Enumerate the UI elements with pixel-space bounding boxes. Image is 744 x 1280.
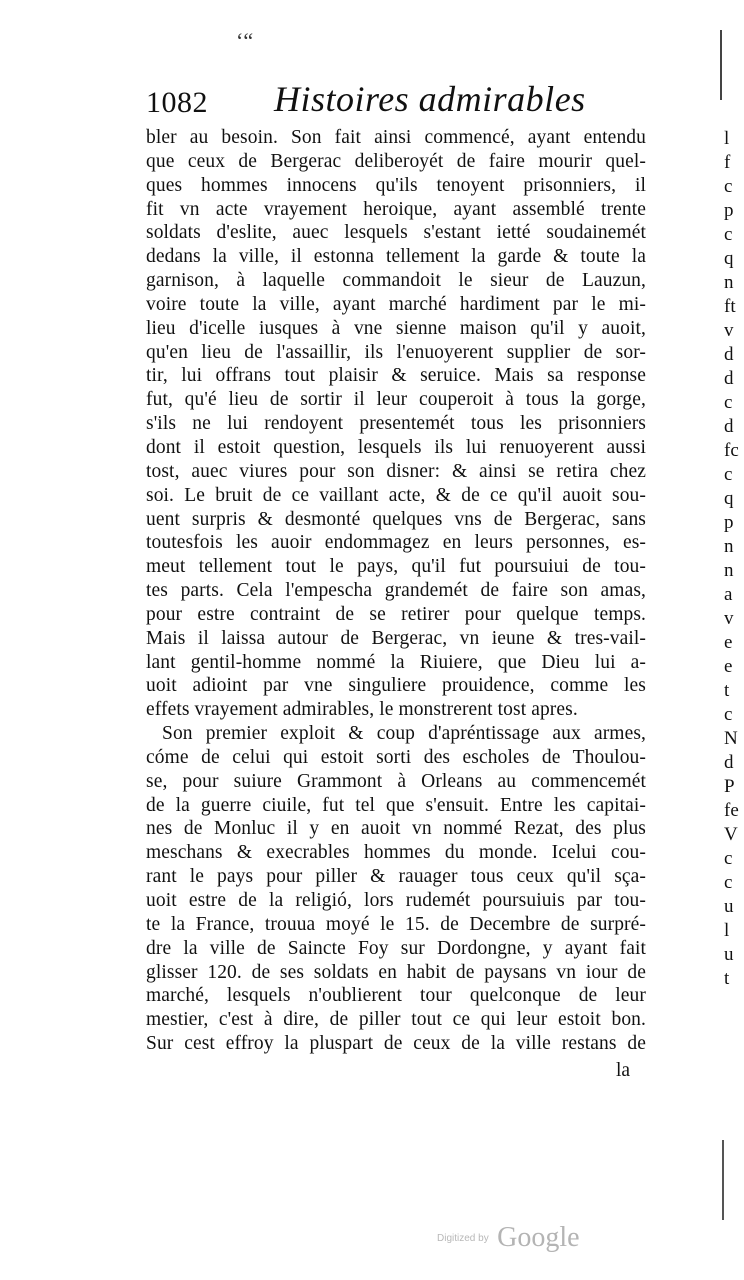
adjacent-page-letter: e [724, 656, 733, 677]
adjacent-page-letter: fe [724, 800, 739, 821]
edge-rule [720, 30, 722, 100]
adjacent-page-letter: q [724, 488, 734, 509]
adjacent-page-letter: l [724, 920, 730, 941]
adjacent-page-letter: c [724, 848, 733, 869]
text-line: dont il estoit question, lesquels ils lui renuoyerent aussi [146, 436, 646, 458]
text-line: garnison, à laquelle commandoit le sieur de Lauzun, [146, 270, 646, 292]
adjacent-page-letter: e [724, 632, 733, 653]
text-line: uent surpris & desmonté quelques vns de Bergerac, sans [146, 508, 646, 530]
text-line: fut, qu'é lieu de sortir il leur couperoit à tous la gorge, [146, 389, 646, 411]
adjacent-page-letter: c [724, 872, 733, 893]
text-line: voire toute la ville, ayant marché hardiment par le mi- [146, 293, 646, 315]
adjacent-page-letter: t [724, 680, 730, 701]
text-line: tir, lui offrans tout plaisir & seruice. Mais sa response [146, 365, 646, 387]
text-line: glisser 120. de ses soldats en habit de paysans vn iour de [146, 961, 646, 983]
page-header [146, 78, 646, 122]
adjacent-page-letter: n [724, 536, 734, 557]
text-line: marché, lesquels n'oublierent tour quelconque de leur [146, 985, 646, 1007]
text-line: lieu d'icelle iusques à vne sienne maison qu'il y auoit, [146, 317, 646, 339]
text-line: rant le pays pour piller & rauager tous ceux qu'il sça- [146, 866, 646, 888]
adjacent-page-letter: l [724, 128, 730, 149]
adjacent-page-letter: p [724, 512, 734, 533]
adjacent-page-letter: n [724, 272, 734, 293]
text-line: bler au besoin. Son fait ainsi commencé, ayant entendu [146, 127, 646, 148]
adjacent-page-letter: V [724, 824, 738, 845]
adjacent-page-letter: fc [724, 440, 739, 461]
page-number: 1082 [146, 86, 208, 119]
text-line: dre la ville de Saincte Foy sur Dordongne, y ayant fait [146, 937, 646, 959]
text-line: pour estre contraint de se retirer pour quelque temps. [146, 603, 646, 625]
text-line: soldats d'eslite, auec lesquels s'estant ietté soudainemét [146, 222, 646, 244]
text-line: uoit estre de la religió, lors rudemét poursuiuis par tou- [146, 890, 646, 911]
text-line: toutesfois les auoir endommagez en leurs personnes, es- [146, 532, 646, 554]
text-line: tes parts. Cela l'empescha grandemét de faire son amas, [146, 580, 646, 602]
adjacent-page-letter: n [724, 560, 734, 581]
adjacent-page-letter: q [724, 248, 734, 269]
adjacent-page-letter: u [724, 944, 734, 965]
adjacent-page-letter: v [724, 320, 734, 341]
text-line: ques hommes innocens qu'ils tenoyent prisonniers, il [146, 174, 646, 196]
text-line: uoit adioint par vne singuliere prouidence, comme les [146, 675, 646, 697]
text-line: soi. Le bruit de ce vaillant acte, & de ce qu'il auoit sou- [146, 484, 646, 506]
text-line: Mais il laissa autour de Bergerac, vn ieune & tres-vail- [146, 627, 646, 649]
text-line: effets vrayement admirables, le monstrerent tost apres. [146, 699, 578, 721]
adjacent-page-letter: c [724, 176, 733, 197]
text-line: tost, auec viures pour son disner: & ainsi se retira chez [146, 460, 646, 482]
text-line: mestier, c'est à dire, de piller tout ce qui leur estoit bon. [146, 1009, 646, 1031]
adjacent-page-letter: d [724, 752, 734, 773]
google-logo: Google [497, 1222, 580, 1253]
text-line: cóme de celui qui estoit sorti des escholes de Thoulou- [146, 746, 646, 768]
adjacent-page-letter: f [724, 152, 731, 173]
text-line: qu'en lieu de l'assaillir, ils l'enuoyerent supplier de sor- [146, 341, 646, 363]
adjacent-page-letter: c [724, 704, 733, 725]
digitized-watermark [437, 1222, 580, 1258]
text-line: Sur cest effroy la pluspart de ceux de la ville restans de [146, 1033, 646, 1055]
catchword: la [616, 1060, 631, 1081]
adjacent-page-letter: d [724, 416, 734, 437]
text-line: que ceux de Bergerac deliberoyét de faire mourir quel- [146, 150, 646, 172]
text-body [146, 126, 646, 1056]
text-line: Son premier exploit & coup d'apréntissage aux armes, [162, 723, 646, 745]
text-line: meschans & execrables hommes du monde. Icelui cou- [146, 842, 646, 864]
text-line: fit vn acte vrayement heroique, ayant assemblé trente [146, 198, 646, 220]
adjacent-page-letter: c [724, 224, 733, 245]
adjacent-page-letter: u [724, 896, 734, 917]
text-line: lant gentil-homme nommé la Riuiere, que Dieu lui a- [146, 651, 646, 673]
running-head: Histoires admirables [274, 79, 586, 119]
text-line: de la guerre ciuile, fut tel que s'ensuit. Entre les capitai- [146, 794, 646, 816]
adjacent-page-letter: p [724, 200, 734, 221]
adjacent-page-letter: c [724, 392, 733, 413]
text-line: meut tellement tout le pays, qu'il fut poursuiui de tou- [146, 556, 646, 578]
top-margin-mark: ‘“ [236, 28, 254, 53]
text-line: s'ils ne lui rendoyent presentemét tous les prisonniers [146, 413, 646, 435]
adjacent-page-letter: v [724, 608, 734, 629]
adjacent-page-letter: a [724, 584, 733, 605]
edge-rule-lower [722, 1140, 724, 1220]
watermark-prefix: Digitized by [437, 1232, 489, 1244]
adjacent-page-letter: P [724, 776, 735, 797]
text-line: dedans la ville, il estonna tellement la garde & toute la [146, 246, 646, 268]
adjacent-page-letter: ft [724, 296, 736, 317]
text-line: se, pour suiure Grammont à Orleans au commencemét [146, 770, 646, 792]
text-line: nes de Monluc il y en auoit vn nommé Rezat, des plus [146, 818, 646, 840]
text-line: te la France, trouua moyé le 15. de Decembre de surpré- [146, 913, 646, 935]
adjacent-page-letter: d [724, 344, 734, 365]
adjacent-page-letter: t [724, 968, 730, 989]
adjacent-page-letter: d [724, 368, 734, 389]
adjacent-page-letter: c [724, 464, 733, 485]
adjacent-page-letter: N [724, 728, 738, 749]
adjacent-page-edge [718, 0, 744, 1280]
